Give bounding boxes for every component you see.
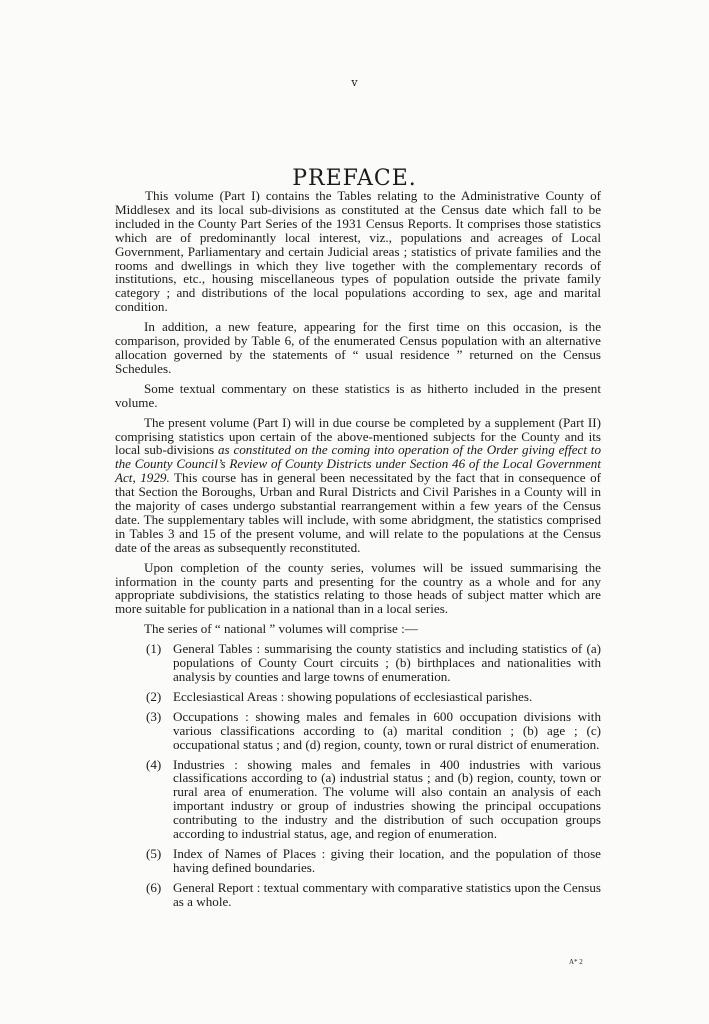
page-number: v (351, 76, 358, 89)
list-item (115, 690, 601, 704)
list-item-text: General Report : textual commentary with comparative statistics upon the Census as a whole. (173, 879, 601, 909)
list-item (115, 758, 601, 841)
paragraph-3: Some textual commentary on these statistics is as hitherto included in the present volume. (115, 380, 601, 410)
list-item-number: (1) (146, 641, 162, 657)
list-item-number: (3) (146, 708, 162, 724)
list-item-number: (2) (146, 688, 162, 704)
paragraph-4-text-a: The present volume (Part I) will in due course be completed by a supplement (Part II) comprising statistics upon certain of the above-mentioned subjects for the County and its local sub-divisions (115, 414, 601, 458)
list-item (115, 847, 601, 875)
paragraph-4-italic: as constituted on the coming into operation of the Order giving effect to the County Council’s Review of County Districts under Section 46 of the Local Government Act, 1929. (115, 442, 601, 486)
signature-mark: A* 2 (569, 958, 583, 966)
series-intro: The series of “ national ” volumes will comprise :— (144, 621, 418, 637)
list-item-number: (5) (146, 845, 162, 861)
list-item-text: Industries : showing males and females in 400 industries with various classifications according to (a) industrial status ; and (b) region, county, town or rural area of enumeration. The volume will also contain an analysis of each important industry or group of industries showing the principal occupations contributing to the industry and the distribution of such occupation groups according to industrial status, age, and region of enumeration. (173, 756, 601, 842)
list-item-text: General Tables : summarising the county statistics and including statistics of (a) populations of County Court circuits ; (b) birthplaces and nationalities with analysis by counties and large towns of enumeration. (173, 641, 601, 684)
paragraph-4-text-b: This course has in general been necessitated by the fact that in consequence of that Section the Boroughs, Urban and Rural Districts and Civil Parishes in a County will in the majority of cases undergo substantial rearrangement within a few years of the Census date. The supplementary tables will include, with some abridgment, the statistics comprised in Tables 3 and 15 of the present volume, and will relate to the populations at the Census date of the areas as subsequently reconstituted. (115, 470, 601, 555)
list-item (115, 710, 601, 752)
list-item (115, 642, 601, 684)
paragraph-1: This volume (Part I) contains the Tables relating to the Administrative County of Middlesex and its local sub-divisions as constituted at the Census date which fall to be included in the County Part Series of the 1931 Census Reports. It comprises those statistics which are of predominantly local interest, viz., populations and acreages of Local Government, Parliamentary and certain Judicial areas ; statistics of private families and the rooms and dwellings in which they live together with the complementary records of institutions, etc., housing miscellaneous types of population outside the private family category ; and distributions of the local populations according to sex, age and marital condition. (115, 188, 601, 315)
national-volumes-list (115, 642, 601, 908)
list-item-text: Ecclesiastical Areas : showing populations of ecclesiastical parishes. (173, 688, 533, 704)
paragraph-4 (115, 416, 601, 555)
paragraph-2: In addition, a new feature, appearing for the first time on this occasion, is the comparison, provided by Table 6, of the enumerated Census population with an alternative allocation governed by the statements of “ usual residence ” returned on the Census Schedules. (115, 319, 601, 376)
list-item-number: (4) (146, 756, 162, 772)
list-item-text: Index of Names of Places : giving their location, and the population of those having defined boundaries. (173, 845, 601, 875)
preface-body (115, 189, 601, 915)
list-item-text: Occupations : showing males and females in 600 occupation divisions with various classifications according to (a) marital condition ; (b) age ; (c) occupational status ; and (d) region, county, town or rural district of enumeration. (173, 708, 601, 752)
list-item-number: (6) (146, 879, 162, 895)
paragraph-5: Upon completion of the county series, volumes will be issued summarising the information in the county parts and presenting for the country as a whole and for any appropriate subdivisions, the statistics relating to those heads of subject matter which are more suitable for publication in a national than in a local series. (115, 559, 601, 617)
list-item (115, 881, 601, 909)
page-title: PREFACE. (292, 166, 417, 191)
